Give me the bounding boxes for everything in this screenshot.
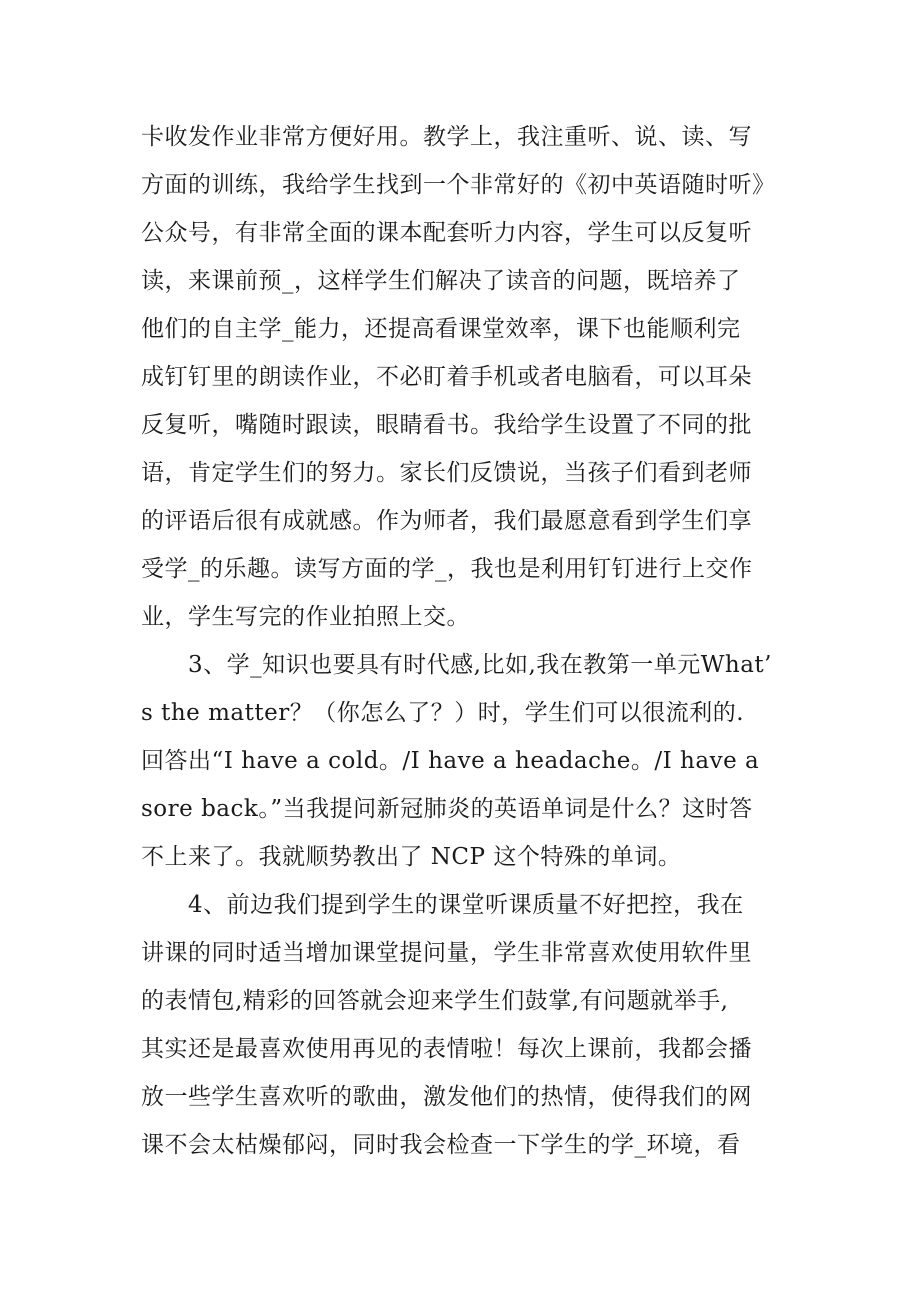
text-line: 的表情包,精彩的回答就会迎来学生们鼓掌,有问题就举手, [141, 988, 729, 1014]
text-line: 讲课的同时适当增加课堂提问量，学生非常喜欢使用软件里 [141, 940, 752, 966]
paragraph-3-start: 3、学_知识也要具有时代感,比如,我在教第一单元What’ [141, 652, 772, 678]
text-line: 反复听，嘴随时跟读，眼睛看书。我给学生设置了不同的批 [141, 412, 752, 438]
text-line: 卡收发作业非常方便好用。教学上，我注重听、说、读、写 [141, 124, 752, 150]
text-line: 其实还是最喜欢使用再见的表情啦！每次上课前，我都会播 [141, 1036, 752, 1062]
text-line: 受学_的乐趣。读写方面的学_，我也是利用钉钉进行上交作 [141, 556, 753, 582]
text-line: 方面的训练，我给学生找到一个非常好的《初中英语随时听》 [141, 172, 776, 198]
text-line: sore back。”当我提问新冠肺炎的英语单词是什么？这时答 [141, 796, 753, 822]
text-line: 的评语后很有成就感。作为师者，我们最愿意看到学生们享 [141, 508, 752, 534]
text-line: 成钉钉里的朗读作业，不必盯着手机或者电脑看，可以耳朵 [141, 364, 752, 390]
text-line: s the matter？（你怎么了？）时，学生们可以很流利的. [141, 700, 745, 726]
body-text [141, 113, 782, 1169]
text-line: 读，来课前预_，这样学生们解决了读音的问题，既培养了 [141, 268, 741, 294]
text-line: 课不会太枯燥郁闷，同时我会检查一下学生的学_环境，看 [141, 1132, 741, 1158]
text-line: 公众号，有非常全面的课本配套听力内容，学生可以反复听 [141, 220, 752, 246]
text-line: 他们的自主学_能力，还提高看课堂效率，课下也能顺利完 [141, 316, 741, 342]
text-line: 不上来了。我就顺势教出了 NCP 这个特殊的单词。 [141, 844, 682, 870]
text-line: 语，肯定学生们的努力。家长们反馈说，当孩子们看到老师 [141, 460, 752, 486]
paragraph-4-start: 4、前边我们提到学生的课堂听课质量不好把控，我在 [141, 892, 744, 918]
text-line: 放一些学生喜欢听的歌曲，激发他们的热情，使得我们的网 [141, 1084, 752, 1110]
text-line: 回答出“I have a cold。/I have a headache。/I have a [141, 748, 760, 774]
text-line: 业，学生写完的作业拍照上交。 [141, 604, 470, 630]
